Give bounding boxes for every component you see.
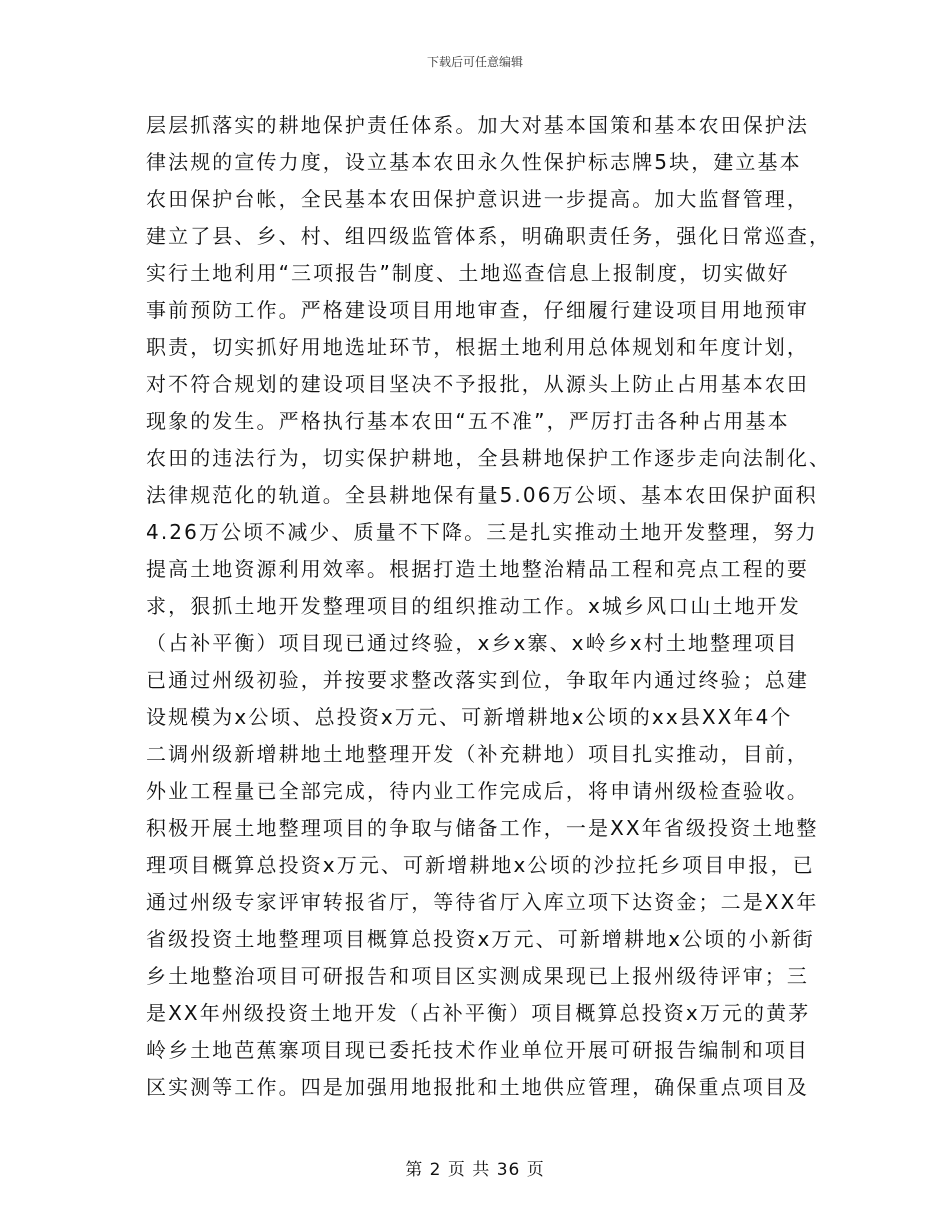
body-line: 求，狠抓土地开发整理项目的组织推动工作。x城乡风口山土地开发 — [146, 594, 801, 618]
page-number: 第 2 页 共 36 页 — [405, 1160, 545, 1180]
page-header: 下载后可任意编辑 — [426, 55, 523, 69]
body-line: 实行土地利用“三项报告”制度、土地巡查信息上报制度，切实做好 — [146, 261, 790, 285]
body-line: 建立了县、乡、村、组四级监管体系，明确职责任务，强化日常巡查， — [146, 224, 832, 248]
body-line: 理项目概算总投资x万元、可新增耕地x公顷的沙拉托乡项目申报，已 — [146, 853, 815, 877]
body-line: 外业工程量已全部完成，待内业工作完成后，将申请州级检查验收。 — [146, 779, 809, 803]
body-line: 二调州级新增耕地土地整理开发（补充耕地）项目扎实推动，目前， — [146, 742, 809, 766]
document-body — [146, 107, 832, 1106]
body-line: 事前预防工作。严格建设项目用地审查，仔细履行建设项目用地预审 — [146, 298, 809, 322]
body-line: 现象的发生。严格执行基本农田“五不准”，严厉打击各种占用基本 — [146, 409, 790, 433]
body-line: 设规模为x公顷、总投资x万元、可新增耕地x公顷的xx县XX年4个 — [146, 705, 793, 729]
body-line: 法律规范化的轨道。全县耕地保有量5.06万公顷、基本农田保护面积 — [146, 483, 818, 507]
body-line: 省级投资土地整理项目概算总投资x万元、可新增耕地x公顷的小新街 — [146, 927, 815, 951]
body-line: 层层抓落实的耕地保护责任体系。加大对基本国策和基本农田保护法 — [146, 113, 809, 137]
body-line: 乡土地整治项目可研报告和项目区实测成果现已上报州级待评审；三 — [146, 964, 809, 988]
body-line: 农田的违法行为，切实保护耕地，全县耕地保护工作逐步走向法制化、 — [146, 446, 832, 470]
body-line: 是XX年州级投资土地开发（占补平衡）项目概算总投资x万元的黄茅 — [146, 1001, 811, 1025]
body-line: 对不符合规划的建设项目坚决不予报批，从源头上防止占用基本农田 — [146, 372, 809, 396]
body-line: （占补平衡）项目现已通过终验，x乡x寨、x岭乡x村土地整理项目 — [146, 631, 799, 655]
body-line: 4.26万公顷不减少、质量不下降。三是扎实推动土地开发整理，努力 — [146, 520, 818, 544]
body-line: 职责，切实抓好用地选址环节，根据土地利用总体规划和年度计划， — [146, 335, 809, 359]
body-line: 区实测等工作。四是加强用地报批和土地供应管理，确保重点项目及 — [146, 1075, 809, 1099]
body-line: 通过州级专家评审转报省厅，等待省厅入库立项下达资金；二是XX年 — [146, 890, 819, 914]
body-line: 提高土地资源利用效率。根据打造土地整治精品工程和亮点工程的要 — [146, 557, 809, 581]
body-line: 已通过州级初验，并按要求整改落实到位，争取年内通过终验；总建 — [146, 668, 809, 692]
body-line: 积极开展土地整理项目的争取与储备工作，一是XX年省级投资土地整 — [146, 816, 819, 840]
body-line: 农田保护台帐，全民基本农田保护意识进一步提高。加大监督管理， — [146, 187, 809, 211]
body-line: 律法规的宣传力度，设立基本农田永久性保护标志牌5块，建立基本 — [146, 150, 802, 174]
body-line: 岭乡土地芭蕉寨项目现已委托技术作业单位开展可研报告编制和项目 — [146, 1038, 809, 1062]
